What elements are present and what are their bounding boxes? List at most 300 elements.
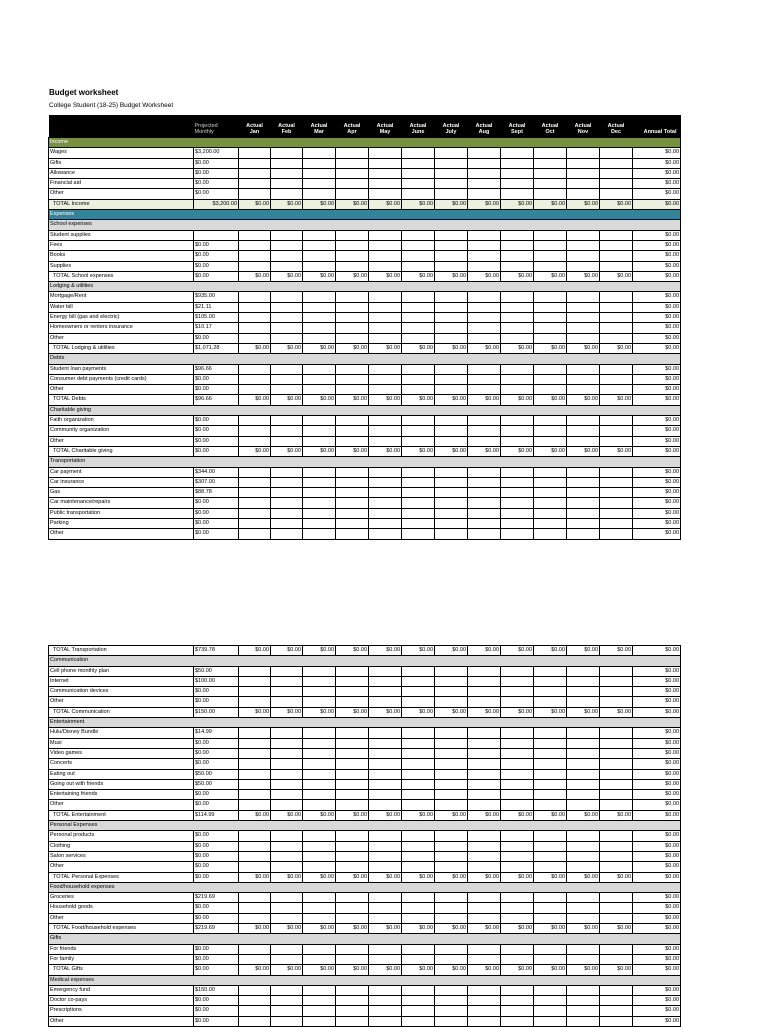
actual-month-cell[interactable]: [402, 841, 435, 851]
actual-month-cell[interactable]: [468, 230, 501, 240]
actual-month-cell[interactable]: [567, 179, 600, 189]
actual-month-cell[interactable]: [600, 1016, 633, 1026]
actual-month-cell[interactable]: [567, 251, 600, 261]
actual-month-cell[interactable]: [369, 893, 402, 903]
actual-month-cell[interactable]: $0.00: [534, 872, 567, 882]
actual-month-cell[interactable]: [239, 477, 271, 487]
actual-month-cell[interactable]: [600, 862, 633, 872]
actual-month-cell[interactable]: [271, 426, 303, 436]
projected-monthly-cell[interactable]: $100.00: [194, 676, 239, 686]
actual-month-cell[interactable]: $0.00: [501, 446, 534, 456]
actual-month-cell[interactable]: [402, 666, 435, 676]
actual-month-cell[interactable]: [534, 230, 567, 240]
actual-month-cell[interactable]: $0.00: [239, 343, 271, 353]
actual-month-cell[interactable]: [501, 676, 534, 686]
actual-month-cell[interactable]: [336, 851, 369, 861]
actual-month-cell[interactable]: [369, 851, 402, 861]
actual-month-cell[interactable]: [435, 385, 468, 395]
actual-month-cell[interactable]: [534, 508, 567, 518]
actual-month-cell[interactable]: [468, 168, 501, 178]
actual-month-cell[interactable]: [336, 996, 369, 1006]
projected-monthly-cell[interactable]: $0.00: [194, 179, 239, 189]
actual-month-cell[interactable]: [534, 687, 567, 697]
actual-month-cell[interactable]: [600, 893, 633, 903]
actual-month-cell[interactable]: [534, 913, 567, 923]
actual-month-cell[interactable]: $0.00: [468, 872, 501, 882]
actual-month-cell[interactable]: [303, 728, 336, 738]
actual-month-cell[interactable]: [435, 893, 468, 903]
projected-monthly-cell[interactable]: $10.17: [194, 323, 239, 333]
projected-monthly-cell[interactable]: $0.00: [194, 903, 239, 913]
projected-monthly-cell[interactable]: $344.00: [194, 467, 239, 477]
actual-month-cell[interactable]: $0.00: [239, 965, 271, 975]
actual-month-cell[interactable]: [271, 769, 303, 779]
actual-month-cell[interactable]: [303, 1006, 336, 1016]
actual-month-cell[interactable]: [435, 903, 468, 913]
actual-month-cell[interactable]: $0.00: [501, 395, 534, 405]
actual-month-cell[interactable]: [402, 779, 435, 789]
actual-month-cell[interactable]: [567, 292, 600, 302]
actual-month-cell[interactable]: [369, 944, 402, 954]
actual-month-cell[interactable]: [369, 498, 402, 508]
actual-month-cell[interactable]: $0.00: [369, 707, 402, 717]
actual-month-cell[interactable]: [567, 800, 600, 810]
actual-month-cell[interactable]: [567, 790, 600, 800]
actual-month-cell[interactable]: [369, 759, 402, 769]
actual-month-cell[interactable]: $0.00: [435, 343, 468, 353]
actual-month-cell[interactable]: [336, 333, 369, 343]
actual-month-cell[interactable]: [336, 508, 369, 518]
actual-month-cell[interactable]: [271, 779, 303, 789]
actual-month-cell[interactable]: [501, 323, 534, 333]
actual-month-cell[interactable]: [303, 913, 336, 923]
actual-month-cell[interactable]: [271, 841, 303, 851]
actual-month-cell[interactable]: [501, 251, 534, 261]
actual-month-cell[interactable]: [303, 759, 336, 769]
actual-month-cell[interactable]: [239, 436, 271, 446]
actual-month-cell[interactable]: [468, 374, 501, 384]
actual-month-cell[interactable]: [303, 230, 336, 240]
actual-month-cell[interactable]: [402, 302, 435, 312]
actual-month-cell[interactable]: [402, 488, 435, 498]
actual-month-cell[interactable]: [239, 508, 271, 518]
projected-monthly-cell[interactable]: $3,200.00: [194, 199, 239, 209]
actual-month-cell[interactable]: [239, 261, 271, 271]
actual-month-cell[interactable]: [435, 467, 468, 477]
actual-month-cell[interactable]: [468, 800, 501, 810]
actual-month-cell[interactable]: $0.00: [271, 199, 303, 209]
actual-month-cell[interactable]: [369, 985, 402, 995]
actual-month-cell[interactable]: [271, 333, 303, 343]
actual-month-cell[interactable]: [303, 498, 336, 508]
actual-month-cell[interactable]: $0.00: [468, 646, 501, 656]
actual-month-cell[interactable]: [336, 769, 369, 779]
actual-month-cell[interactable]: [534, 996, 567, 1006]
actual-month-cell[interactable]: [534, 189, 567, 199]
actual-month-cell[interactable]: [501, 364, 534, 374]
projected-monthly-cell[interactable]: $150.00: [194, 707, 239, 717]
actual-month-cell[interactable]: [336, 759, 369, 769]
actual-month-cell[interactable]: $0.00: [336, 446, 369, 456]
actual-month-cell[interactable]: [239, 467, 271, 477]
actual-month-cell[interactable]: [567, 436, 600, 446]
actual-month-cell[interactable]: [239, 292, 271, 302]
actual-month-cell[interactable]: [402, 800, 435, 810]
projected-monthly-cell[interactable]: $935.00: [194, 292, 239, 302]
actual-month-cell[interactable]: [468, 676, 501, 686]
actual-month-cell[interactable]: [239, 323, 271, 333]
actual-month-cell[interactable]: [402, 292, 435, 302]
actual-month-cell[interactable]: [567, 728, 600, 738]
projected-monthly-cell[interactable]: $21.11: [194, 302, 239, 312]
actual-month-cell[interactable]: [600, 467, 633, 477]
actual-month-cell[interactable]: $0.00: [271, 271, 303, 281]
actual-month-cell[interactable]: $0.00: [336, 924, 369, 934]
actual-month-cell[interactable]: [271, 954, 303, 964]
actual-month-cell[interactable]: $0.00: [369, 395, 402, 405]
actual-month-cell[interactable]: [567, 189, 600, 199]
actual-month-cell[interactable]: [567, 697, 600, 707]
actual-month-cell[interactable]: [534, 488, 567, 498]
actual-month-cell[interactable]: [501, 759, 534, 769]
actual-month-cell[interactable]: [435, 666, 468, 676]
actual-month-cell[interactable]: $0.00: [369, 965, 402, 975]
actual-month-cell[interactable]: [600, 426, 633, 436]
actual-month-cell[interactable]: [534, 954, 567, 964]
actual-month-cell[interactable]: $0.00: [402, 271, 435, 281]
actual-month-cell[interactable]: [468, 508, 501, 518]
actual-month-cell[interactable]: [271, 1006, 303, 1016]
actual-month-cell[interactable]: [303, 385, 336, 395]
actual-month-cell[interactable]: $0.00: [336, 271, 369, 281]
actual-month-cell[interactable]: [303, 240, 336, 250]
actual-month-cell[interactable]: [600, 158, 633, 168]
actual-month-cell[interactable]: [303, 944, 336, 954]
actual-month-cell[interactable]: [501, 189, 534, 199]
actual-month-cell[interactable]: $0.00: [402, 343, 435, 353]
actual-month-cell[interactable]: [369, 230, 402, 240]
actual-month-cell[interactable]: [336, 831, 369, 841]
actual-month-cell[interactable]: [271, 748, 303, 758]
actual-month-cell[interactable]: [534, 477, 567, 487]
actual-month-cell[interactable]: [534, 158, 567, 168]
actual-month-cell[interactable]: [501, 800, 534, 810]
actual-month-cell[interactable]: [369, 529, 402, 539]
actual-month-cell[interactable]: $0.00: [239, 707, 271, 717]
actual-month-cell[interactable]: $0.00: [402, 646, 435, 656]
actual-month-cell[interactable]: $0.00: [600, 343, 633, 353]
actual-month-cell[interactable]: [435, 251, 468, 261]
projected-monthly-cell[interactable]: $105.00: [194, 313, 239, 323]
actual-month-cell[interactable]: [369, 240, 402, 250]
actual-month-cell[interactable]: [336, 240, 369, 250]
actual-month-cell[interactable]: [369, 666, 402, 676]
projected-monthly-cell[interactable]: $0.00: [194, 158, 239, 168]
actual-month-cell[interactable]: [600, 728, 633, 738]
actual-month-cell[interactable]: [369, 769, 402, 779]
actual-month-cell[interactable]: [468, 893, 501, 903]
actual-month-cell[interactable]: [303, 769, 336, 779]
projected-monthly-cell[interactable]: $0.00: [194, 790, 239, 800]
actual-month-cell[interactable]: [534, 1016, 567, 1026]
actual-month-cell[interactable]: [271, 364, 303, 374]
actual-month-cell[interactable]: [567, 498, 600, 508]
actual-month-cell[interactable]: $0.00: [567, 395, 600, 405]
actual-month-cell[interactable]: [468, 477, 501, 487]
actual-month-cell[interactable]: $0.00: [369, 343, 402, 353]
actual-month-cell[interactable]: [534, 240, 567, 250]
actual-month-cell[interactable]: [336, 862, 369, 872]
actual-month-cell[interactable]: [271, 529, 303, 539]
actual-month-cell[interactable]: [402, 385, 435, 395]
actual-month-cell[interactable]: [600, 240, 633, 250]
actual-month-cell[interactable]: $0.00: [468, 810, 501, 820]
actual-month-cell[interactable]: [336, 790, 369, 800]
actual-month-cell[interactable]: [435, 313, 468, 323]
actual-month-cell[interactable]: $0.00: [534, 646, 567, 656]
actual-month-cell[interactable]: [468, 954, 501, 964]
actual-month-cell[interactable]: [239, 697, 271, 707]
actual-month-cell[interactable]: [303, 168, 336, 178]
actual-month-cell[interactable]: [468, 1016, 501, 1026]
actual-month-cell[interactable]: [600, 759, 633, 769]
actual-month-cell[interactable]: [501, 313, 534, 323]
actual-month-cell[interactable]: [303, 323, 336, 333]
actual-month-cell[interactable]: [501, 862, 534, 872]
actual-month-cell[interactable]: [435, 230, 468, 240]
actual-month-cell[interactable]: [402, 261, 435, 271]
actual-month-cell[interactable]: [271, 738, 303, 748]
actual-month-cell[interactable]: [239, 790, 271, 800]
actual-month-cell[interactable]: [239, 862, 271, 872]
actual-month-cell[interactable]: $0.00: [501, 199, 534, 209]
actual-month-cell[interactable]: [567, 779, 600, 789]
actual-month-cell[interactable]: [435, 954, 468, 964]
actual-month-cell[interactable]: $0.00: [303, 395, 336, 405]
actual-month-cell[interactable]: [600, 954, 633, 964]
actual-month-cell[interactable]: [501, 374, 534, 384]
actual-month-cell[interactable]: [303, 529, 336, 539]
actual-month-cell[interactable]: [402, 477, 435, 487]
actual-month-cell[interactable]: [303, 790, 336, 800]
actual-month-cell[interactable]: [303, 333, 336, 343]
actual-month-cell[interactable]: [303, 374, 336, 384]
actual-month-cell[interactable]: [271, 508, 303, 518]
actual-month-cell[interactable]: [468, 261, 501, 271]
actual-month-cell[interactable]: [239, 748, 271, 758]
actual-month-cell[interactable]: [435, 985, 468, 995]
actual-month-cell[interactable]: [435, 769, 468, 779]
actual-month-cell[interactable]: [567, 985, 600, 995]
actual-month-cell[interactable]: [239, 903, 271, 913]
actual-month-cell[interactable]: [239, 168, 271, 178]
actual-month-cell[interactable]: [239, 851, 271, 861]
actual-month-cell[interactable]: [435, 488, 468, 498]
actual-month-cell[interactable]: [501, 666, 534, 676]
actual-month-cell[interactable]: [534, 374, 567, 384]
projected-monthly-cell[interactable]: $0.00: [194, 738, 239, 748]
actual-month-cell[interactable]: [402, 179, 435, 189]
actual-month-cell[interactable]: [534, 416, 567, 426]
actual-month-cell[interactable]: $0.00: [303, 199, 336, 209]
projected-monthly-cell[interactable]: $0.00: [194, 851, 239, 861]
actual-month-cell[interactable]: [600, 841, 633, 851]
actual-month-cell[interactable]: [501, 687, 534, 697]
actual-month-cell[interactable]: $0.00: [435, 395, 468, 405]
actual-month-cell[interactable]: [501, 426, 534, 436]
actual-month-cell[interactable]: [369, 831, 402, 841]
actual-month-cell[interactable]: [271, 230, 303, 240]
actual-month-cell[interactable]: $0.00: [239, 810, 271, 820]
actual-month-cell[interactable]: $0.00: [369, 199, 402, 209]
actual-month-cell[interactable]: [600, 416, 633, 426]
actual-month-cell[interactable]: [501, 477, 534, 487]
actual-month-cell[interactable]: [567, 759, 600, 769]
actual-month-cell[interactable]: [239, 158, 271, 168]
actual-month-cell[interactable]: [271, 862, 303, 872]
actual-month-cell[interactable]: [402, 240, 435, 250]
actual-month-cell[interactable]: [303, 179, 336, 189]
actual-month-cell[interactable]: [567, 944, 600, 954]
actual-month-cell[interactable]: [600, 364, 633, 374]
actual-month-cell[interactable]: [369, 168, 402, 178]
actual-month-cell[interactable]: $0.00: [567, 872, 600, 882]
actual-month-cell[interactable]: [501, 148, 534, 158]
actual-month-cell[interactable]: [468, 697, 501, 707]
actual-month-cell[interactable]: [600, 189, 633, 199]
actual-month-cell[interactable]: [402, 769, 435, 779]
actual-month-cell[interactable]: [336, 529, 369, 539]
actual-month-cell[interactable]: [600, 251, 633, 261]
actual-month-cell[interactable]: [369, 179, 402, 189]
actual-month-cell[interactable]: [239, 488, 271, 498]
actual-month-cell[interactable]: [369, 477, 402, 487]
actual-month-cell[interactable]: [567, 1016, 600, 1026]
actual-month-cell[interactable]: [369, 508, 402, 518]
actual-month-cell[interactable]: [600, 687, 633, 697]
actual-month-cell[interactable]: [336, 477, 369, 487]
actual-month-cell[interactable]: [369, 728, 402, 738]
actual-month-cell[interactable]: [567, 529, 600, 539]
actual-month-cell[interactable]: $0.00: [402, 395, 435, 405]
actual-month-cell[interactable]: [567, 996, 600, 1006]
actual-month-cell[interactable]: [435, 518, 468, 528]
actual-month-cell[interactable]: [336, 800, 369, 810]
actual-month-cell[interactable]: [369, 518, 402, 528]
actual-month-cell[interactable]: [239, 913, 271, 923]
actual-month-cell[interactable]: $0.00: [600, 271, 633, 281]
actual-month-cell[interactable]: [239, 333, 271, 343]
actual-month-cell[interactable]: [402, 697, 435, 707]
actual-month-cell[interactable]: [501, 841, 534, 851]
actual-month-cell[interactable]: $0.00: [369, 446, 402, 456]
actual-month-cell[interactable]: [501, 851, 534, 861]
actual-month-cell[interactable]: [239, 728, 271, 738]
actual-month-cell[interactable]: [468, 769, 501, 779]
actual-month-cell[interactable]: [600, 488, 633, 498]
actual-month-cell[interactable]: $0.00: [239, 924, 271, 934]
actual-month-cell[interactable]: [534, 697, 567, 707]
actual-month-cell[interactable]: [468, 416, 501, 426]
actual-month-cell[interactable]: [303, 841, 336, 851]
actual-month-cell[interactable]: [271, 313, 303, 323]
projected-monthly-cell[interactable]: $14.99: [194, 728, 239, 738]
actual-month-cell[interactable]: $0.00: [271, 965, 303, 975]
actual-month-cell[interactable]: [402, 230, 435, 240]
actual-month-cell[interactable]: [600, 800, 633, 810]
actual-month-cell[interactable]: [239, 831, 271, 841]
projected-monthly-cell[interactable]: $3,200.00: [194, 148, 239, 158]
actual-month-cell[interactable]: [402, 189, 435, 199]
projected-monthly-cell[interactable]: $0.00: [194, 446, 239, 456]
actual-month-cell[interactable]: [271, 996, 303, 1006]
actual-month-cell[interactable]: [336, 467, 369, 477]
actual-month-cell[interactable]: [369, 251, 402, 261]
actual-month-cell[interactable]: [303, 508, 336, 518]
actual-month-cell[interactable]: [271, 913, 303, 923]
actual-month-cell[interactable]: [336, 841, 369, 851]
actual-month-cell[interactable]: [468, 385, 501, 395]
actual-month-cell[interactable]: [600, 313, 633, 323]
actual-month-cell[interactable]: $0.00: [567, 343, 600, 353]
actual-month-cell[interactable]: [303, 954, 336, 964]
actual-month-cell[interactable]: [336, 944, 369, 954]
actual-month-cell[interactable]: [534, 738, 567, 748]
actual-month-cell[interactable]: [336, 302, 369, 312]
actual-month-cell[interactable]: $0.00: [303, 646, 336, 656]
actual-month-cell[interactable]: [239, 1016, 271, 1026]
actual-month-cell[interactable]: [600, 779, 633, 789]
actual-month-cell[interactable]: [600, 323, 633, 333]
actual-month-cell[interactable]: [239, 738, 271, 748]
actual-month-cell[interactable]: [369, 913, 402, 923]
actual-month-cell[interactable]: $0.00: [435, 446, 468, 456]
actual-month-cell[interactable]: [501, 790, 534, 800]
actual-month-cell[interactable]: [468, 292, 501, 302]
actual-month-cell[interactable]: [336, 498, 369, 508]
actual-month-cell[interactable]: [369, 1016, 402, 1026]
actual-month-cell[interactable]: [600, 769, 633, 779]
actual-month-cell[interactable]: [369, 1006, 402, 1016]
actual-month-cell[interactable]: [501, 903, 534, 913]
actual-month-cell[interactable]: [239, 666, 271, 676]
actual-month-cell[interactable]: [271, 831, 303, 841]
actual-month-cell[interactable]: [271, 467, 303, 477]
actual-month-cell[interactable]: [567, 477, 600, 487]
actual-month-cell[interactable]: [534, 893, 567, 903]
actual-month-cell[interactable]: $0.00: [336, 343, 369, 353]
actual-month-cell[interactable]: [303, 158, 336, 168]
actual-month-cell[interactable]: [303, 416, 336, 426]
actual-month-cell[interactable]: [534, 333, 567, 343]
actual-month-cell[interactable]: [534, 1006, 567, 1016]
actual-month-cell[interactable]: [600, 261, 633, 271]
actual-month-cell[interactable]: [239, 230, 271, 240]
actual-month-cell[interactable]: [600, 996, 633, 1006]
actual-month-cell[interactable]: $0.00: [567, 271, 600, 281]
actual-month-cell[interactable]: [534, 728, 567, 738]
actual-month-cell[interactable]: [369, 323, 402, 333]
actual-month-cell[interactable]: [435, 416, 468, 426]
actual-month-cell[interactable]: [567, 676, 600, 686]
actual-month-cell[interactable]: [336, 426, 369, 436]
actual-month-cell[interactable]: [336, 436, 369, 446]
actual-month-cell[interactable]: [369, 313, 402, 323]
projected-monthly-cell[interactable]: $0.00: [194, 508, 239, 518]
actual-month-cell[interactable]: $0.00: [239, 271, 271, 281]
actual-month-cell[interactable]: [468, 728, 501, 738]
actual-month-cell[interactable]: [402, 529, 435, 539]
